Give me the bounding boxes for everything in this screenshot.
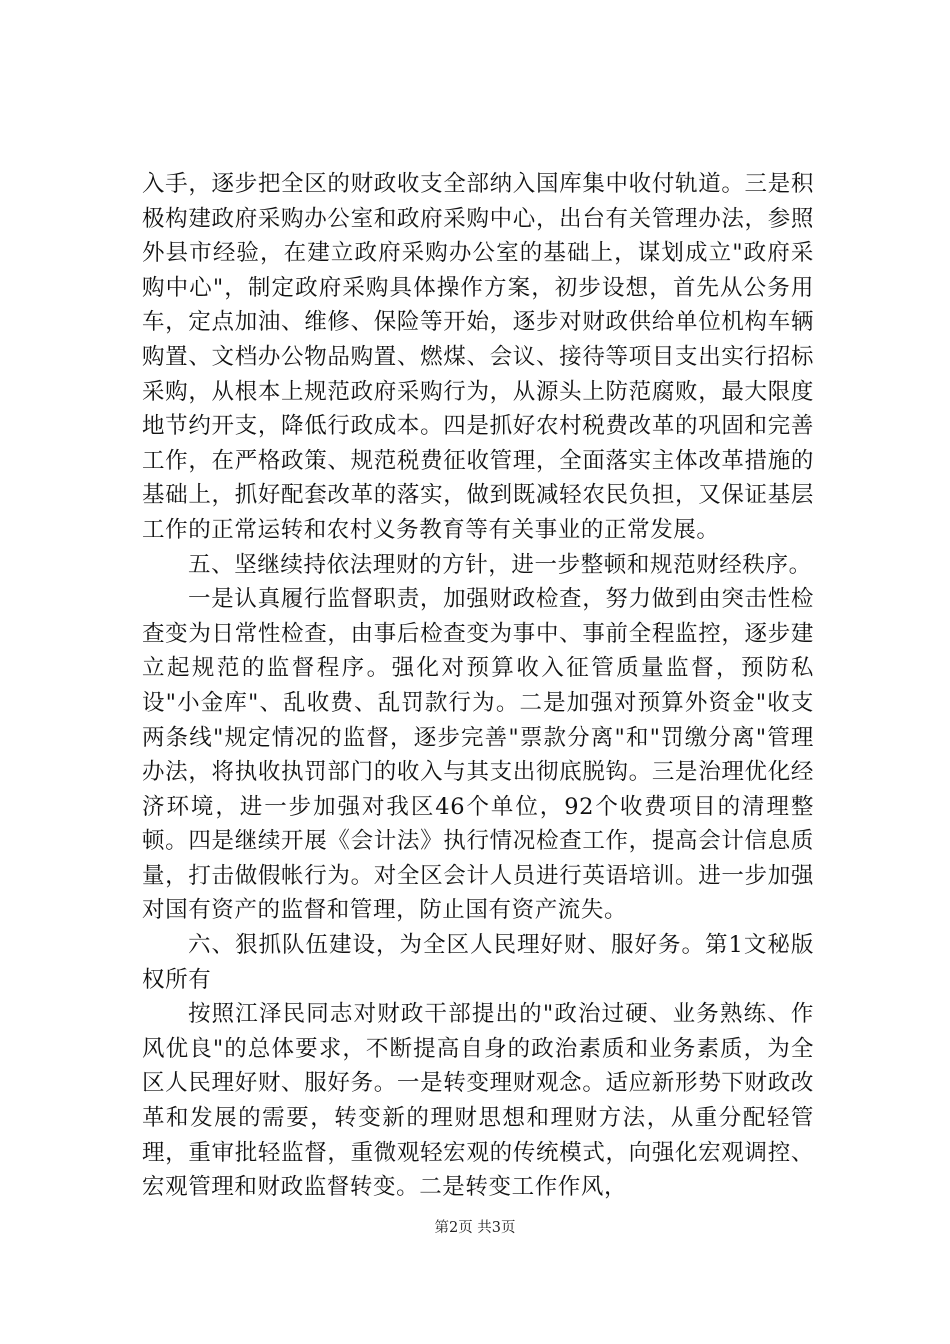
document-body: [142, 167, 814, 1205]
section-heading-6: 六、狠抓队伍建设，为全区人民理好财、服好务。第1文秘版权所有: [142, 932, 814, 993]
paragraph-3: 一是认真履行监督职责，加强财政检查，努力做到由突击性检查变为日常性检查，由事后检查变为事中、事前全程监控，逐步建立起规范的监督程序。强化对预算收入征管质量监督，预防私设"小金库"、乱收费、乱罚款行为。二是加强对预算外资金"收支两条线"规定情况的监督，逐步完善"票款分离"和"罚缴分离"管理办法，将执收执罚部门的收入与其支出彻底脱钩。三是治理优化经济环境，进一步加强对我区46个单位，92个收费项目的清理整顿。四是继续开展《会计法》执行情况检查工作，提高会计信息质量，打击做假帐行为。对全区会计人员进行英语培训。进一步加强对国有资产的监督和管理，防止国有资产流失。: [142, 586, 814, 924]
paragraph-5: 按照江泽民同志对财政干部提出的"政治过硬、业务熟练、作风优良"的总体要求，不断提高自身的政治素质和业务素质，为全区人民理好财、服好务。一是转变理财观念。适应新形势下财政改革和发展的需要，转变新的理财思想和理财方法，从重分配轻管理，重审批轻监督，重微观轻宏观的传统模式，向强化宏观调控、宏观管理和财政监督转变。二是转变工作作风，: [142, 1001, 814, 1201]
paragraph-1: 入手，逐步把全区的财政收支全部纳入国库集中收付轨道。三是积极构建政府采购办公室和政府采购中心，出台有关管理办法，参照外县市经验，在建立政府采购办公室的基础上，谋划成立"政府采购中心"，制定政府采购具体操作方案，初步设想，首先从公务用车，定点加油、维修、保险等开始，逐步对财政供给单位机构车辆购置、文档办公物品购置、燃煤、会议、接待等项目支出实行招标采购，从根本上规范政府采购行为，从源头上防范腐败，最大限度地节约开支，降低行政成本。四是抓好农村税费改革的巩固和完善工作，在严格政策、规范税费征收管理，全面落实主体改革措施的基础上，抓好配套改革的落实，做到既减轻农民负担，又保证基层工作的正常运转和农村义务教育等有关事业的正常发展。: [142, 171, 814, 543]
page-footer: 第2页 共3页: [434, 1220, 516, 1236]
section-heading-5: 五、坚继续持依法理财的方针，进一步整顿和规范财经秩序。: [188, 551, 812, 578]
